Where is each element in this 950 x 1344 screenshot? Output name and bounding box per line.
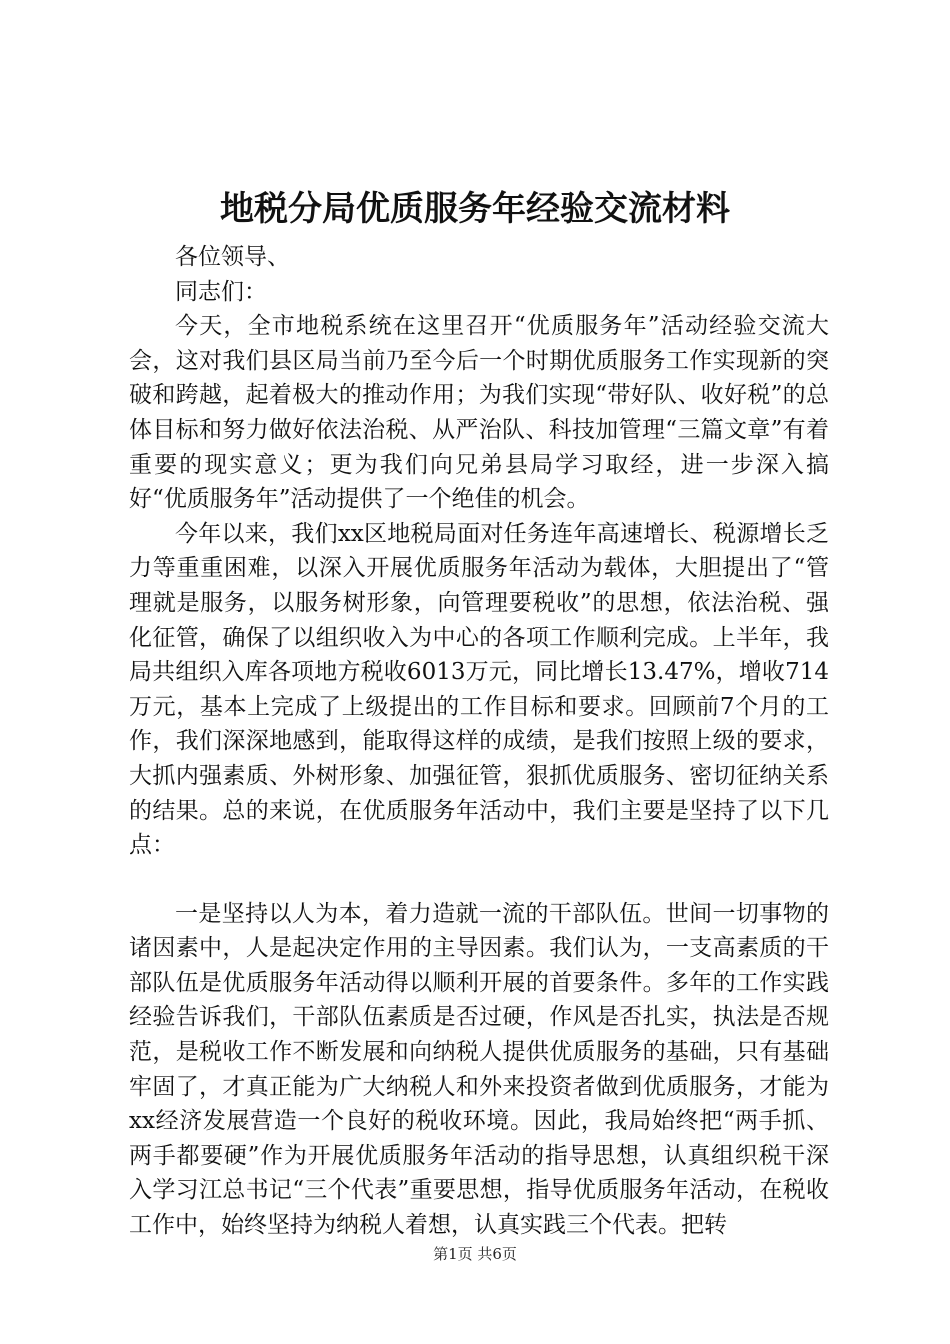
salutation-leaders: 各位领导、 [175,244,290,270]
paragraph-opening: 今天，全市地税系统在这里召开“优质服务年”活动经验交流大会，这对我们县区局当前乃至今后一个时期优质服务工作实现新的突破和跨越，起着极大的推动作用；为我们实现“带好队、收好税”的总体目标和努力做好依法治税、从严治队、科技加管理“三篇文章”有着重要的现实意义；更为我们向兄弟县局学习取经，进一步深入搞好“优质服务年”活动提供了一个绝佳的机会。 [129,313,829,513]
salutation-comrades: 同志们： [175,278,267,305]
paragraph-achievements: 今年以来，我们xx区地税局面对任务连年高速增长、税源增长乏力等重重困难，以深入开展优质服务年活动为载体，大胆提出了“管理就是服务，以服务树形象，向管理要税收”的思想，依法治税、强化征管，确保了以组织收入为中心的各项工作顺利完成。上半年，我局共组织入库各项地方税收6013万元，同比增长13.47%，增收714万元，基本上完成了上级提出的工作目标和要求。回顾前7个月的工作，我们深深地感到，能取得这样的成绩，是我们按照上级的要求，大抓内强素质、外树形象、加强征管，狠抓优质服务、密切征纳关系的结果。总的来说，在优质服务年活动中，我们主要是坚持了以下几点： [129,520,829,859]
page-number-footer: 第1页 共6页 [433,1245,517,1263]
paragraph-point-one: 一是坚持以人为本，着力造就一流的干部队伍。世间一切事物的诸因素中，人是起决定作用的主导因素。我们认为，一支高素质的干部队伍是优质服务年活动得以顺利开展的首要条件。多年的工作实践经验告诉我们，干部队伍素质是否过硬，作风是否扎实，执法是否规范，是税收工作不断发展和向纳税人提供优质服务的基础，只有基础牢固了，才真正能为广大纳税人和外来投资者做到优质服务，才能为xx经济发展营造一个良好的税收环境。因此，我局始终把“两手抓、两手都要硬”作为开展优质服务年活动的指导思想，认真组织税干深入学习江总书记“三个代表”重要思想，指导优质服务年活动，在税收工作中，始终坚持为纳税人着想，认真实践三个代表。把转 [129,900,829,1239]
document-body [129,240,829,1243]
document-title: 地税分局优质服务年经验交流材料 [220,189,730,229]
